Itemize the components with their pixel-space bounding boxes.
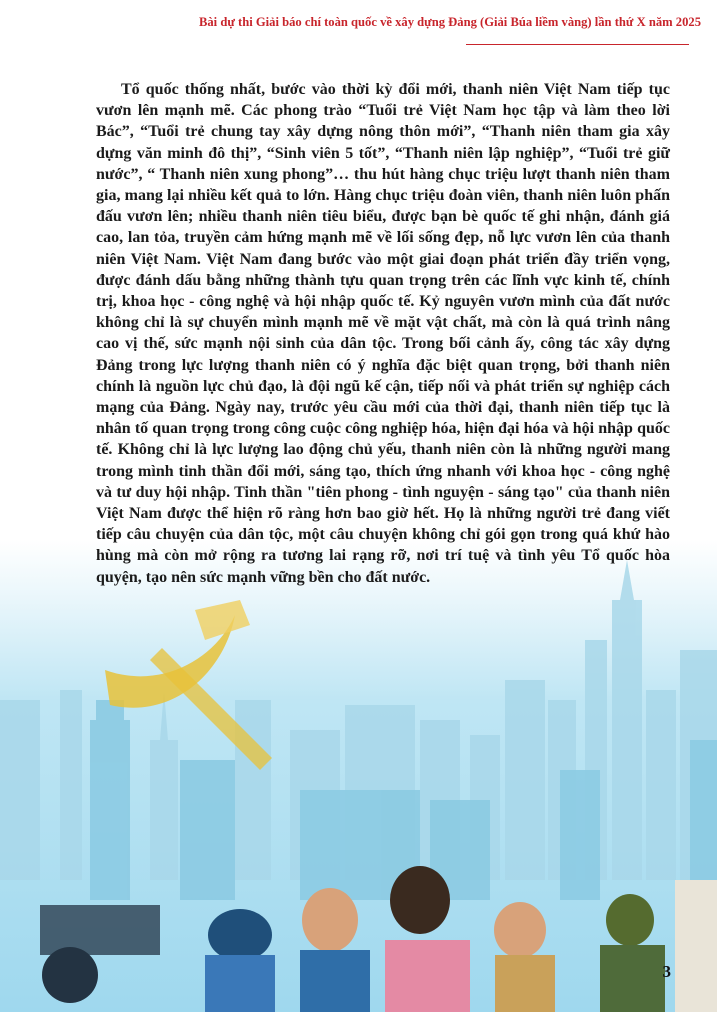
body-paragraph: Tổ quốc thống nhất, bước vào thời kỳ đổi mới, thanh niên Việt Nam tiếp tục vươn lên mạnh mẽ. Các phong trào “Tuổi trẻ Việt Nam học tập và làm theo lời Bác”, “Tuổi trẻ chung tay xây dựng nông thôn mới”, “Thanh niên tham gia xây dựng văn minh đô thị”, “Sinh viên 5 tốt”, “Thanh niên lập nghiệp”, “Tuổi trẻ giữ nước”, “ Thanh niên xung phong”… thu hút hàng chục triệu lượt thanh niên tham gia, mang lại nhiều kết quả to lớn. Hàng chục triệu đoàn viên, thanh niên luôn phấn đấu vươn lên; nhiều thanh niên tiêu biểu, được bạn bè quốc tế ghi nhận, đánh giá cao, lan tỏa, truyền cảm hứng mạnh mẽ về lối sống đẹp, nỗ lực vươn lên của thanh niên Việt Nam. Việt Nam đang bước vào một giai đoạn phát triển đầy triển vọng, được đánh dấu bằng những thành tựu quan trọng trên các lĩnh vực kinh tế, chính trị, khoa học - công nghệ và hội nhập quốc tế. Kỷ nguyên vươn mình của đất nước không chỉ là sự chuyển mình mạnh mẽ về mặt vật chất, mà còn là quá trình nâng cao vị thế, sức mạnh nội sinh của dân tộc. Trong bối cảnh ấy, công tác xây dựng Đảng trong lực lượng thanh niên có ý nghĩa đặc biệt quan trọng, bởi thanh niên chính là nguồn lực chủ đạo, là đội ngũ kế cận, tiếp nối và phát triển sự nghiệp cách mạng của Đảng. Ngày nay, trước yêu cầu mới của thời đại, thanh niên tiếp tục là nhân tố quan trọng trong công cuộc công nghiệp hóa, hiện đại hóa và hội nhập quốc tế. Không chỉ là lực lượng lao động chủ yếu, thanh niên còn là những người mang trong mình tinh thần đổi mới, sáng tạo, thích ứng nhanh với khoa học - công nghệ và tư duy hội nhập. Tinh thần "tiên phong - tình nguyện - sáng tạo" của thanh niên Việt Nam được thể hiện rõ ràng hơn bao giờ hết. Họ là những người trẻ đang viết tiếp câu chuyện của dân tộc, một câu chuyện không chỉ gói gọn trong quá khứ hào hùng mà còn mở rộng ra tương lai rạng rỡ, nơi trí tuệ và tình yêu Tổ quốc hòa quyện, tạo nên sức mạnh vững bền cho đất nước. bbox=[96, 81, 670, 586]
header-divider bbox=[466, 44, 689, 45]
hammer-sickle-icon bbox=[105, 600, 272, 770]
header-title: Bài dự thi Giải báo chí toàn quốc về xây dựng Đảng (Giải Búa liềm vàng) lần thứ X năm 2025 bbox=[198, 15, 701, 29]
page-number: 3 bbox=[662, 962, 671, 981]
